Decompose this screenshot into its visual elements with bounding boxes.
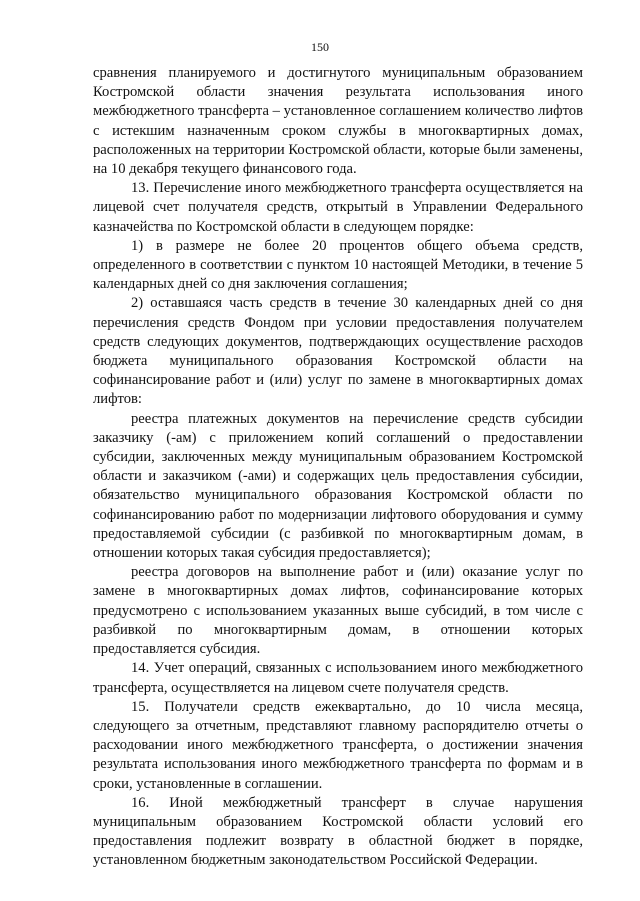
- paragraph-13-item-2: 2) оставшаяся часть средств в течение 30 календарных дней со дня перечисления средств Фондом при условии предоставления получателем средств следующих документов, подтверждающих осуществление расходов бюджета муниципального образования Костромской области на софинансирование работ и (или) услуг по замене в многоквартирных домах лифтов:: [93, 295, 583, 408]
- paragraph-15: 15. Получатели средств ежеквартально, до 10 числа месяца, следующего за отчетным, представляют главному распорядителю отчеты о расходовании иного межбюджетного трансферта, о достижении значения результата использования иного межбюджетного трансферта по формам и в сроки, установленные в соглашении.: [93, 698, 583, 792]
- paragraph-continuation: сравнения планируемого и достигнутого муниципальным образованием Костромской области значения результата использования иного межбюджетного трансферта – установленное соглашением количество лифтов с истекшим назначенным сроком службы в многоквартирных домах, расположенных на территории Костромской области, которые были заменены, на 10 декабря текущего финансового года.: [93, 65, 583, 178]
- paragraph-16: 16. Иной межбюджетный трансферт в случае нарушения муниципальным образованием Костромской области условий его предоставления подлежит возврату в областной бюджет в порядке, установленном бюджетным законодательством Российской Федерации.: [93, 794, 583, 869]
- page-number: 150: [311, 40, 329, 54]
- paragraph-14: 14. Учет операций, связанных с использованием иного межбюджетного трансферта, осуществляется на лицевом счете получателя средств.: [93, 660, 583, 696]
- document-body: [93, 64, 583, 871]
- paragraph-registry-payments: реестра платежных документов на перечисление средств субсидии заказчику (-ам) с приложением копий соглашений о предоставлении субсидии, заключенных между муниципальным образованием Костромской области и заказчиком (-ами) и содержащих цель предоставления субсидии, обязательство муниципального образования Костромской области по софинансированию работ по модернизации лифтового оборудования и сумму предоставляемой субсидии (с разбивкой по многоквартирным домам, в отношении которых такая субсидия предоставляется);: [93, 410, 583, 562]
- paragraph-13: 13. Перечисление иного межбюджетного трансферта осуществляется на лицевой счет получателя средств, открытый в Управлении Федерального казначейства по Костромской области в следующем порядке:: [93, 180, 583, 235]
- paragraph-registry-contracts: реестра договоров на выполнение работ и (или) оказание услуг по замене в многоквартирных домах лифтов, софинансирование которых предусмотрено с использованием указанных выше субсидий, в том числе с разбивкой по многоквартирным домам, в отношении которых предоставляется субсидия.: [93, 564, 583, 658]
- paragraph-13-item-1: 1) в размере не более 20 процентов общего объема средств, определенного в соответствии с пунктом 10 настоящей Методики, в течение 5 календарных дней со дня заключения соглашения;: [93, 237, 583, 293]
